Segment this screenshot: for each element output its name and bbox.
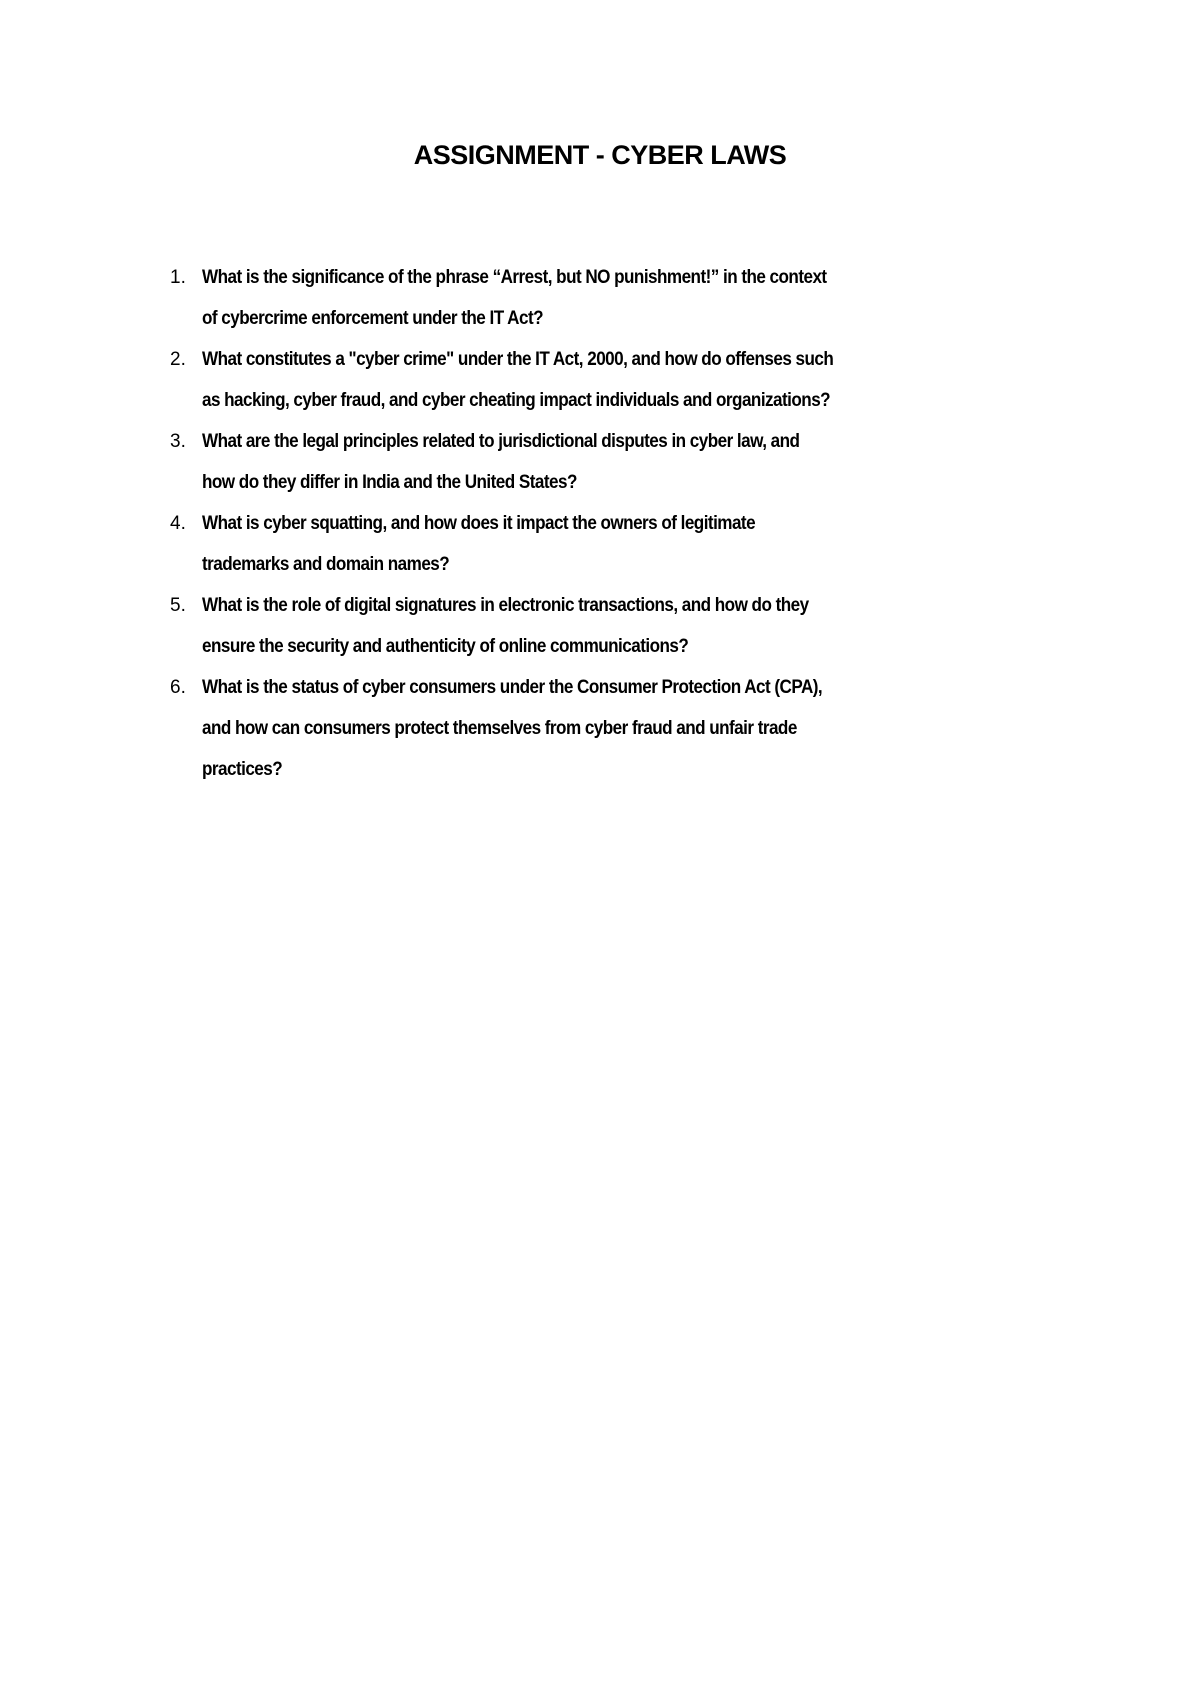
question-line: and how can consumers protect themselves from cyber fraud and unfair trade <box>202 718 797 739</box>
question-line: What are the legal principles related to jurisdictional disputes in cyber law, and <box>202 431 800 452</box>
question-line: What is the significance of the phrase “Arrest, but NO punishment!” in the context <box>202 267 827 288</box>
question-line: What is cyber squatting, and how does it impact the owners of legitimate <box>202 513 756 534</box>
question-line: of cybercrime enforcement under the IT Act? <box>202 308 544 329</box>
question-list <box>170 257 903 790</box>
question-text <box>202 585 809 667</box>
question-number: 3. <box>170 431 186 452</box>
question-text <box>202 421 799 503</box>
question-line: What is the role of digital signatures in electronic transactions, and how do they <box>202 595 809 616</box>
question-item <box>170 339 903 421</box>
question-text <box>202 257 827 339</box>
question-line: What constitutes a "cyber crime" under the IT Act, 2000, and how do offenses such <box>202 349 834 370</box>
question-number: 2. <box>170 349 186 370</box>
question-item <box>170 585 903 667</box>
question-number: 5. <box>170 595 186 616</box>
question-item <box>170 421 903 503</box>
question-number: 4. <box>170 513 186 534</box>
question-line: ensure the security and authenticity of online communications? <box>202 636 689 657</box>
question-line: trademarks and domain names? <box>202 554 450 575</box>
question-line: practices? <box>202 759 283 780</box>
question-number: 6. <box>170 677 186 698</box>
question-text <box>202 339 833 421</box>
question-line: as hacking, cyber fraud, and cyber cheating impact individuals and organizations? <box>202 390 831 411</box>
question-item <box>170 257 903 339</box>
question-number: 1. <box>170 267 186 288</box>
question-item <box>170 667 903 790</box>
question-text <box>202 667 822 790</box>
question-line: What is the status of cyber consumers under the Consumer Protection Act (CPA), <box>202 677 823 698</box>
document-title: ASSIGNMENT - CYBER LAWS <box>413 140 787 170</box>
question-item <box>170 503 903 585</box>
question-text <box>202 503 755 585</box>
question-line: how do they differ in India and the United States? <box>202 472 577 493</box>
